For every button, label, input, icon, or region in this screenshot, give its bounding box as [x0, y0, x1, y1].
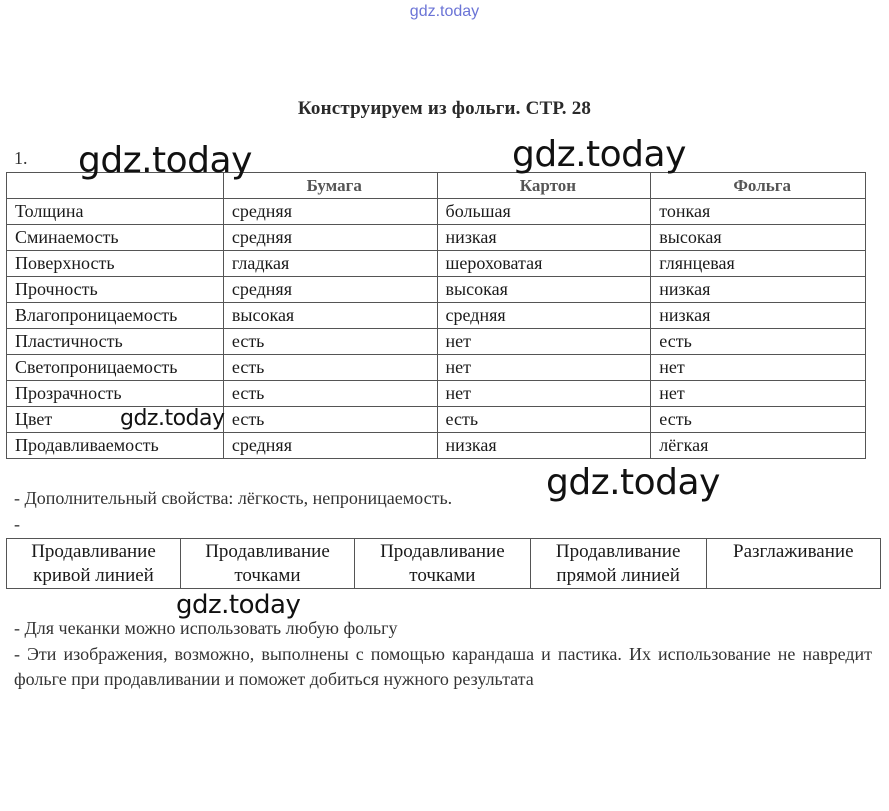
foil-value: низкая: [651, 277, 866, 303]
paragraph-pencil: - Эти изображения, возможно, выполнены с помощью карандаша и пастика. Их использование не навредит фольге при продавливании и поможет добиться нужного результата: [14, 644, 872, 689]
header-cell-paper: Бумага: [223, 173, 437, 199]
page-title: Конструируем из фольги. СТР. 28: [297, 98, 592, 119]
paper-value: средняя: [223, 225, 437, 251]
cardboard-value: низкая: [437, 225, 651, 251]
cardboard-value: большая: [437, 199, 651, 225]
property-name: Поверхность: [7, 251, 224, 277]
watermark-overlay: gdz.today: [78, 140, 252, 181]
property-name: Прочность: [7, 277, 224, 303]
property-name: Сминаемость: [7, 225, 224, 251]
cardboard-value: средняя: [437, 303, 651, 329]
technique-cell: Продавливание прямой линией: [530, 539, 706, 589]
table-row: [7, 199, 866, 225]
foil-value: тонкая: [651, 199, 866, 225]
header-watermark: gdz.today: [409, 3, 480, 20]
table-row: [7, 225, 866, 251]
technique-cell: Продавливание кривой линией: [7, 539, 181, 589]
technique-cell: Продавливание точками: [354, 539, 530, 589]
paper-value: средняя: [223, 277, 437, 303]
paper-value: средняя: [223, 433, 437, 459]
task-number: 1.: [14, 148, 28, 168]
foil-value: есть: [651, 329, 866, 355]
table-row: [7, 329, 866, 355]
cardboard-value: высокая: [437, 277, 651, 303]
cardboard-value: нет: [437, 355, 651, 381]
property-name: Продавливаемость: [7, 433, 224, 459]
header-cell-cardboard: Картон: [437, 173, 651, 199]
watermark-overlay: gdz.today: [176, 590, 301, 620]
foil-value: низкая: [651, 303, 866, 329]
paper-value: высокая: [223, 303, 437, 329]
additional-properties-text: - Дополнительный свойства: лёгкость, непроницаемость.: [14, 488, 453, 508]
table-row: [7, 355, 866, 381]
table-row: [7, 277, 866, 303]
technique-cell: Разглаживание: [706, 539, 880, 589]
cardboard-value: шероховатая: [437, 251, 651, 277]
cardboard-value: нет: [437, 329, 651, 355]
foil-value: нет: [651, 381, 866, 407]
watermark-overlay: gdz.today: [512, 134, 686, 175]
property-name: Толщина: [7, 199, 224, 225]
paper-value: средняя: [223, 199, 437, 225]
cardboard-value: низкая: [437, 433, 651, 459]
property-name: Светопроницаемость: [7, 355, 224, 381]
techniques-table: [6, 538, 881, 589]
foil-value: нет: [651, 355, 866, 381]
table-row: [7, 251, 866, 277]
header-cell-foil: Фольга: [651, 173, 866, 199]
paper-value: есть: [223, 329, 437, 355]
paper-value: есть: [223, 407, 437, 433]
cardboard-value: нет: [437, 381, 651, 407]
foil-value: глянцевая: [651, 251, 866, 277]
table-row: [7, 381, 866, 407]
foil-value: высокая: [651, 225, 866, 251]
property-name: Влагопроницаемость: [7, 303, 224, 329]
paragraph-foil: - Для чеканки можно использовать любую фольгу: [14, 618, 398, 638]
property-name: Пластичность: [7, 329, 224, 355]
dash-line: -: [14, 514, 20, 534]
foil-value: лёгкая: [651, 433, 866, 459]
property-name: Прозрачность: [7, 381, 224, 407]
property-name: Цвет: [7, 407, 224, 433]
watermark-overlay: gdz.today: [546, 462, 720, 503]
technique-cell: Продавливание точками: [180, 539, 354, 589]
paper-value: есть: [223, 381, 437, 407]
cardboard-value: есть: [437, 407, 651, 433]
paper-value: гладкая: [223, 251, 437, 277]
paper-value: есть: [223, 355, 437, 381]
table-row: [7, 433, 866, 459]
table-row: [7, 539, 881, 589]
foil-value: есть: [651, 407, 866, 433]
table-row: [7, 303, 866, 329]
watermark-overlay: gdz.today: [120, 406, 225, 431]
